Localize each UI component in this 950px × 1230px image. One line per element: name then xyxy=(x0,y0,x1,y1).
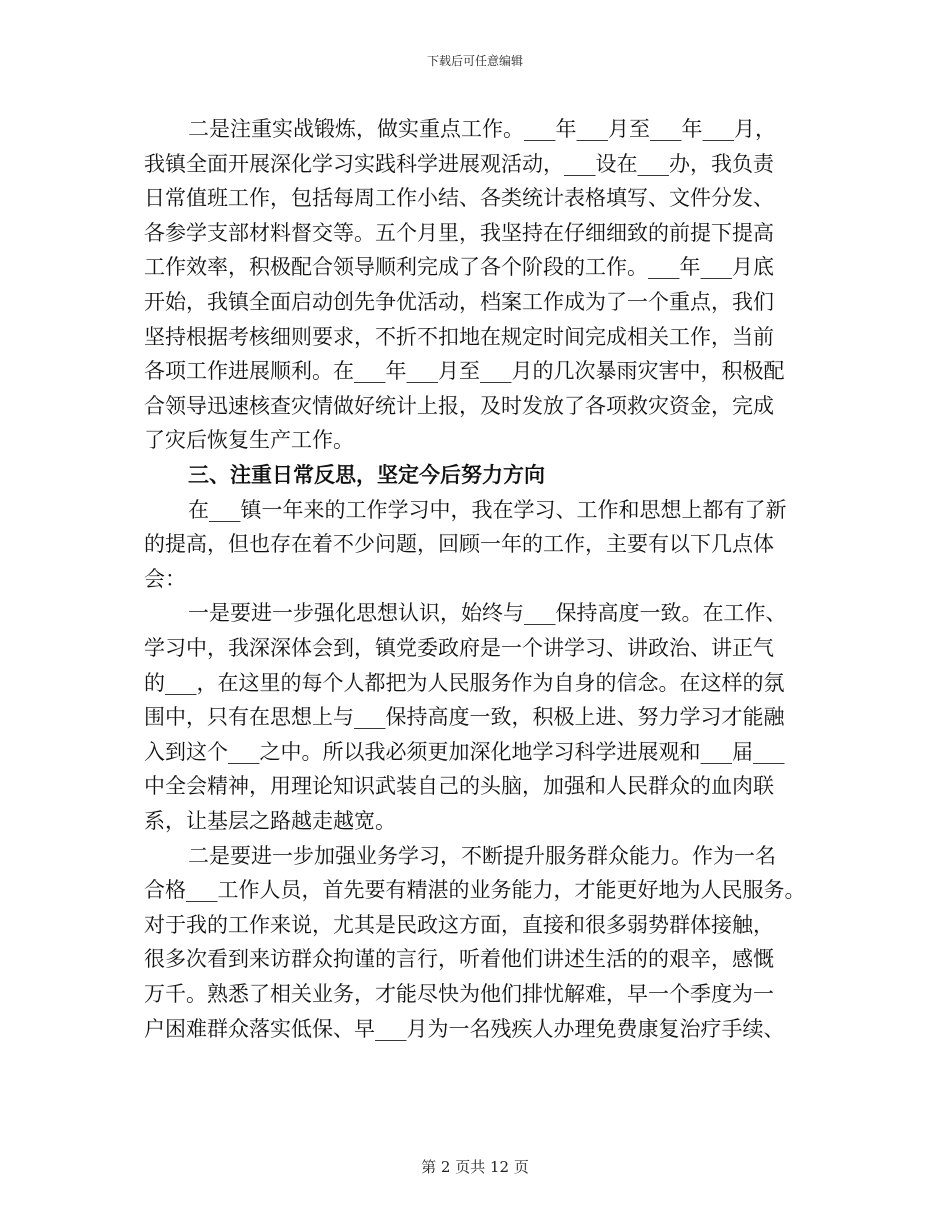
body-line: 的提高，但也存在着不少问题，回顾一年的工作，主要有以下几点体 xyxy=(144,532,774,557)
body-line: 万千。熟悉了相关业务，才能尽快为他们排忧解难，早一个季度为一 xyxy=(144,982,774,1006)
body-line: 很多次看到来访群众拘谨的言行，听着他们讲述生活的的艰辛，感慨 xyxy=(144,947,774,972)
body-line: 对于我的工作来说，尤其是民政这方面，直接和很多弱势群体接触， xyxy=(144,912,774,937)
body-line: 日常值班工作，包括每周工作小结、各类统计表格填写、文件分发、 xyxy=(144,186,774,211)
page-footer: 第 2 页共 12 页 xyxy=(421,1158,529,1176)
section-heading: 三、注重日常反思，坚定今后努力方向 xyxy=(188,462,545,487)
body-line: 各参学支部材料督交等。五个月里，我坚持在仔细细致的前提下提高 xyxy=(144,220,774,245)
body-line: 各项工作进展顺利。在___年___月至___月的几次暴雨灾害中，积极配 xyxy=(144,359,785,384)
body-line: 的___，在这里的每个人都把为人民服务作为自身的信念。在这样的氛 xyxy=(144,670,785,695)
body-line: 中全会精神，用理论知识武装自己的头脑，加强和人民群众的血肉联 xyxy=(144,774,774,799)
page-header: 下载后可任意编辑 xyxy=(426,54,523,68)
body-line: 我镇全面开展深化学习实践科学进展观活动，___设在___办，我负责 xyxy=(144,151,774,176)
body-line: 了灾后恢复生产工作。 xyxy=(144,428,354,453)
body-line: 在___镇一年来的工作学习中，我在学习、工作和思想上都有了新 xyxy=(188,497,787,522)
body-line: 系，让基层之路越走越宽。 xyxy=(144,809,396,833)
body-line: 合格___工作人员，首先要有精湛的业务能力，才能更好地为人民服务。 xyxy=(144,878,806,903)
body-line: 一是要进一步强化思想认识，始终与___保持高度一致。在工作、 xyxy=(188,601,787,626)
body-line: 工作效率，积极配合领导顺利完成了各个阶段的工作。___年___月底 xyxy=(144,255,774,280)
body-line: 围中，只有在思想上与___保持高度一致，积极上进、努力学习才能融 xyxy=(144,705,785,730)
body-line: 二是要进一步加强业务学习，不断提升服务群众能力。作为一名 xyxy=(188,843,776,868)
body-line: 入到这个___之中。所以我必须更加深化地学习科学进展观和___届___ xyxy=(144,739,785,764)
body-line: 二是注重实战锻炼，做实重点工作。___年___月至___年___月， xyxy=(188,117,776,141)
body-line: 开始，我镇全面启动创先争优活动，档案工作成为了一个重点，我们 xyxy=(144,290,774,314)
body-line: 会： xyxy=(144,566,186,591)
body-line: 合领导迅速核查灾情做好统计上报，及时发放了各项救灾资金，完成 xyxy=(144,393,774,418)
body-line: 学习中，我深深体会到，镇党委政府是一个讲学习、讲政治、讲正气 xyxy=(144,636,774,660)
body-line: 户困难群众落实低保、早___月为一名残疾人办理免费康复治疗手续、 xyxy=(144,1016,785,1041)
body-line: 坚持根据考核细则要求，不折不扣地在规定时间完成相关工作，当前 xyxy=(144,324,774,349)
